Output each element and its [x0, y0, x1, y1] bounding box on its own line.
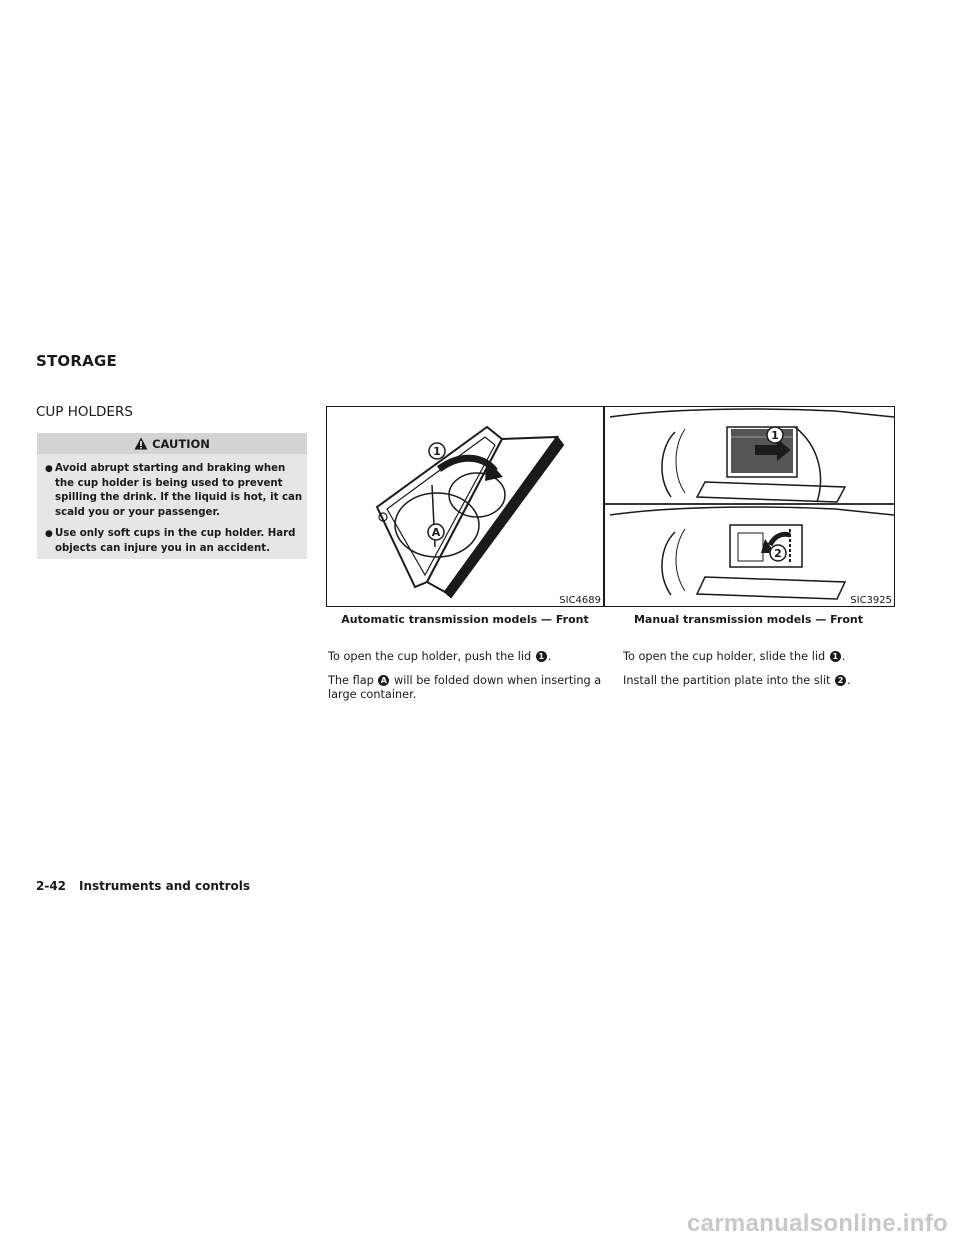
- caution-item: ● Use only soft cups in the cup holder. Hard objects can injure you in an accident.: [45, 528, 296, 554]
- caution-header: [37, 433, 307, 454]
- svg-text:1: 1: [433, 445, 441, 458]
- callout-1-marker: 1: [830, 651, 841, 662]
- svg-text:A: A: [431, 526, 441, 539]
- bullet-icon: ●: [45, 464, 53, 474]
- callout-1: [767, 427, 783, 443]
- caution-item: ● Avoid abrupt starting and braking when the cup holder is being used to prevent spilling the drink. If the liquid is hot, it can scald you or your passenger.: [45, 463, 303, 518]
- figure-code: SIC3925: [850, 595, 892, 606]
- automatic-flap-text: The flap A will be folded down when inserting a large container.: [328, 674, 602, 701]
- callout-a: [428, 524, 444, 540]
- warning-icon: [134, 437, 148, 450]
- cup-holder-illustration-automatic: [327, 407, 603, 606]
- callout-a-marker: A: [378, 675, 389, 686]
- manual-partition-text: Install the partition plate into the slit 2 .: [623, 674, 851, 687]
- callout-2: [770, 545, 786, 561]
- figure-code: SIC4689: [559, 595, 601, 606]
- caution-heading: CAUTION: [152, 436, 210, 451]
- callout-1: [429, 443, 445, 459]
- svg-text:1: 1: [771, 429, 779, 442]
- figure-manual: [604, 406, 895, 607]
- cup-holder-illustration-manual: [605, 407, 894, 606]
- cup-holders-title: CUP HOLDERS: [36, 404, 133, 420]
- caution-list: [45, 462, 303, 563]
- bullet-icon: ●: [45, 529, 53, 539]
- figure-automatic: [326, 406, 604, 607]
- caution-box: [37, 433, 307, 559]
- watermark: carmanualsonline.info: [686, 1210, 948, 1237]
- chapter-title: Instruments and controls: [79, 879, 251, 893]
- manual-open-text: To open the cup holder, slide the lid 1 .: [623, 650, 846, 663]
- callout-1-marker: 1: [536, 651, 547, 662]
- svg-text:2: 2: [774, 547, 782, 560]
- figure-caption-manual: Manual transmission models — Front: [633, 613, 864, 626]
- callout-2-marker: 2: [835, 675, 846, 686]
- section-title: STORAGE: [36, 352, 117, 370]
- automatic-open-text: To open the cup holder, push the lid 1 .: [328, 650, 552, 663]
- figure-caption-automatic: Automatic transmission models — Front: [341, 613, 589, 626]
- page-number: 2-42: [36, 879, 67, 893]
